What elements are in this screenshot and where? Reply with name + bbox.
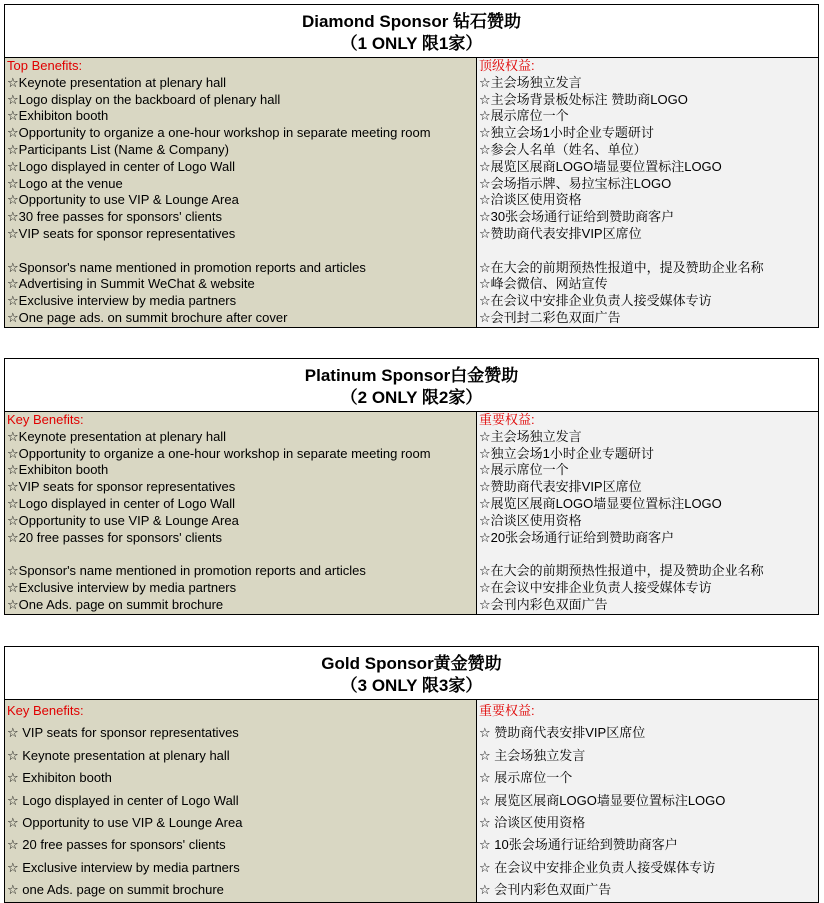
diamond-benefits-en [5,58,477,327]
benefit-item: ☆ 会刊内彩色双面广告 [479,882,612,898]
benefit-item: ☆赞助商代表安排VIP区席位 [479,225,642,241]
benefit-item: ☆赞助商代表安排VIP区席位 [479,479,642,495]
benefit-item: ☆Advertising in Summit WeChat & website [7,276,255,292]
benefit-item: ☆Exhibiton booth [7,108,109,124]
benefit-item: ☆Logo displayed in center of Logo Wall [7,495,235,511]
benefit-item: ☆ 赞助商代表安排VIP区席位 [479,725,646,741]
benefit-item: ☆会场指示牌、易拉宝标注LOGO [479,175,672,191]
benefit-spacer [5,546,476,563]
platinum-quota: （2 ONLY 限2家） [340,388,483,407]
benefit-item: ☆会刊封二彩色双面广告 [479,309,621,325]
benefit-spacer [477,243,818,260]
benefit-item: ☆独立会场1小时企业专题研讨 [479,125,654,141]
benefit-item: ☆Participants List (Name & Company) [7,141,229,157]
benefit-item: ☆ VIP seats for sponsor representatives [7,725,239,741]
benefit-item: ☆独立会场1小时企业专题研讨 [479,445,654,461]
benefit-item: ☆主会场独立发言 [479,428,582,444]
benefit-item: ☆One Ads. page on summit brochure [7,596,224,612]
benefit-item: ☆展示席位一个 [479,462,569,478]
benefit-item: ☆ 10张会场通行证给到赞助商客户 [479,837,678,853]
gold-sponsor-table [4,646,819,903]
gold-benefits-en [5,700,477,902]
benefit-item: ☆洽谈区使用资格 [479,192,582,208]
benefits-label: 重要权益: [479,703,535,718]
benefit-item: ☆Sponsor's name mentioned in promotion reports and articles [7,259,366,275]
benefit-item: ☆ Logo displayed in center of Logo Wall [7,792,239,808]
benefit-item: ☆30张会场通行证给到赞助商客户 [479,209,675,225]
benefit-item: ☆Opportunity to organize a one-hour workshop in separate meeting room [7,445,431,461]
benefit-item: ☆参会人名单（姓名、单位） [479,141,647,157]
benefit-item: ☆20张会场通行证给到赞助商客户 [479,529,675,545]
benefit-item: ☆展示席位一个 [479,108,569,124]
platinum-benefits-cn [477,412,818,614]
diamond-sponsor-table [4,4,819,328]
benefit-spacer [5,243,476,260]
benefit-item: ☆在会议中安排企业负责人接受媒体专访 [479,579,712,595]
benefit-item: ☆VIP seats for sponsor representatives [7,225,236,241]
benefit-item: ☆ 洽谈区使用资格 [479,814,586,830]
benefit-item: ☆ Exclusive interview by media partners [7,859,240,875]
benefit-item: ☆ 展示席位一个 [479,770,573,786]
benefits-label: Key Benefits: [7,412,84,427]
platinum-title: Platinum Sponsor白金赞助 [304,366,519,385]
benefits-label: Key Benefits: [7,703,84,718]
benefit-item: ☆20 free passes for sponsors' clients [7,529,223,545]
diamond-benefits [5,58,818,327]
diamond-quota: （1 ONLY 限1家） [340,34,483,53]
benefit-item: ☆ 20 free passes for sponsors' clients [7,837,226,853]
benefit-item: ☆Exclusive interview by media partners [7,579,237,595]
diamond-header [5,5,818,58]
benefits-label: 重要权益: [479,412,535,427]
benefit-item: ☆Exhibiton booth [7,462,109,478]
benefit-item: ☆Logo display on the backboard of plenary hall [7,91,281,107]
benefit-item: ☆在大会的前期预热性报道中，提及赞助企业名称 [479,259,764,275]
platinum-benefits-en [5,412,477,614]
benefit-item: ☆Logo displayed in center of Logo Wall [7,158,235,174]
benefit-item: ☆ 在会议中安排企业负责人接受媒体专访 [479,859,716,875]
platinum-sponsor-table [4,358,819,615]
gold-benefits [5,700,818,902]
benefit-item: ☆ Exhibiton booth [7,770,112,786]
benefit-item: ☆主会场背景板处标注 赞助商LOGO [479,91,688,107]
diamond-benefits-cn [477,58,818,327]
diamond-title: Diamond Sponsor 钻石赞助 [301,12,522,31]
gold-title: Gold Sponsor黄金赞助 [321,654,502,673]
benefit-item: ☆ Keynote presentation at plenary hall [7,747,230,763]
benefit-item: ☆ Opportunity to use VIP & Lounge Area [7,814,243,830]
benefit-item: ☆One page ads. on summit brochure after cover [7,309,288,325]
benefit-item: ☆在大会的前期预热性报道中，提及赞助企业名称 [479,563,764,579]
benefit-item: ☆ one Ads. page on summit brochure [7,882,224,898]
benefit-item: ☆展览区展商LOGO墙显要位置标注LOGO [479,158,722,174]
benefit-item: ☆VIP seats for sponsor representatives [7,479,236,495]
benefit-item: ☆Logo at the venue [7,175,123,191]
gold-benefits-cn [477,700,818,902]
benefit-item: ☆Exclusive interview by media partners [7,293,237,309]
benefit-item: ☆Keynote presentation at plenary hall [7,428,227,444]
benefit-item: ☆会刊内彩色双面广告 [479,596,608,612]
benefit-item: ☆主会场独立发言 [479,74,582,90]
benefits-label: 顶级权益: [479,58,535,73]
benefit-item: ☆Opportunity to organize a one-hour workshop in separate meeting room [7,125,431,141]
gold-quota: （3 ONLY 限3家） [340,676,483,695]
platinum-benefits [5,412,818,614]
gold-header [5,647,818,700]
benefit-item: ☆Keynote presentation at plenary hall [7,74,227,90]
benefit-item: ☆30 free passes for sponsors' clients [7,209,223,225]
benefit-item: ☆Opportunity to use VIP & Lounge Area [7,512,239,528]
benefit-spacer [477,546,818,563]
benefit-item: ☆ 展览区展商LOGO墙显要位置标注LOGO [479,792,726,808]
benefits-label: Top Benefits: [7,58,83,73]
benefit-item: ☆Opportunity to use VIP & Lounge Area [7,192,239,208]
benefit-item: ☆洽谈区使用资格 [479,512,582,528]
platinum-header [5,359,818,412]
benefit-item: ☆在会议中安排企业负责人接受媒体专访 [479,293,712,309]
benefit-item: ☆Sponsor's name mentioned in promotion reports and articles [7,563,366,579]
benefit-item: ☆ 主会场独立发言 [479,747,586,763]
benefit-item: ☆展览区展商LOGO墙显要位置标注LOGO [479,495,722,511]
benefit-item: ☆峰会微信、网站宣传 [479,276,608,292]
